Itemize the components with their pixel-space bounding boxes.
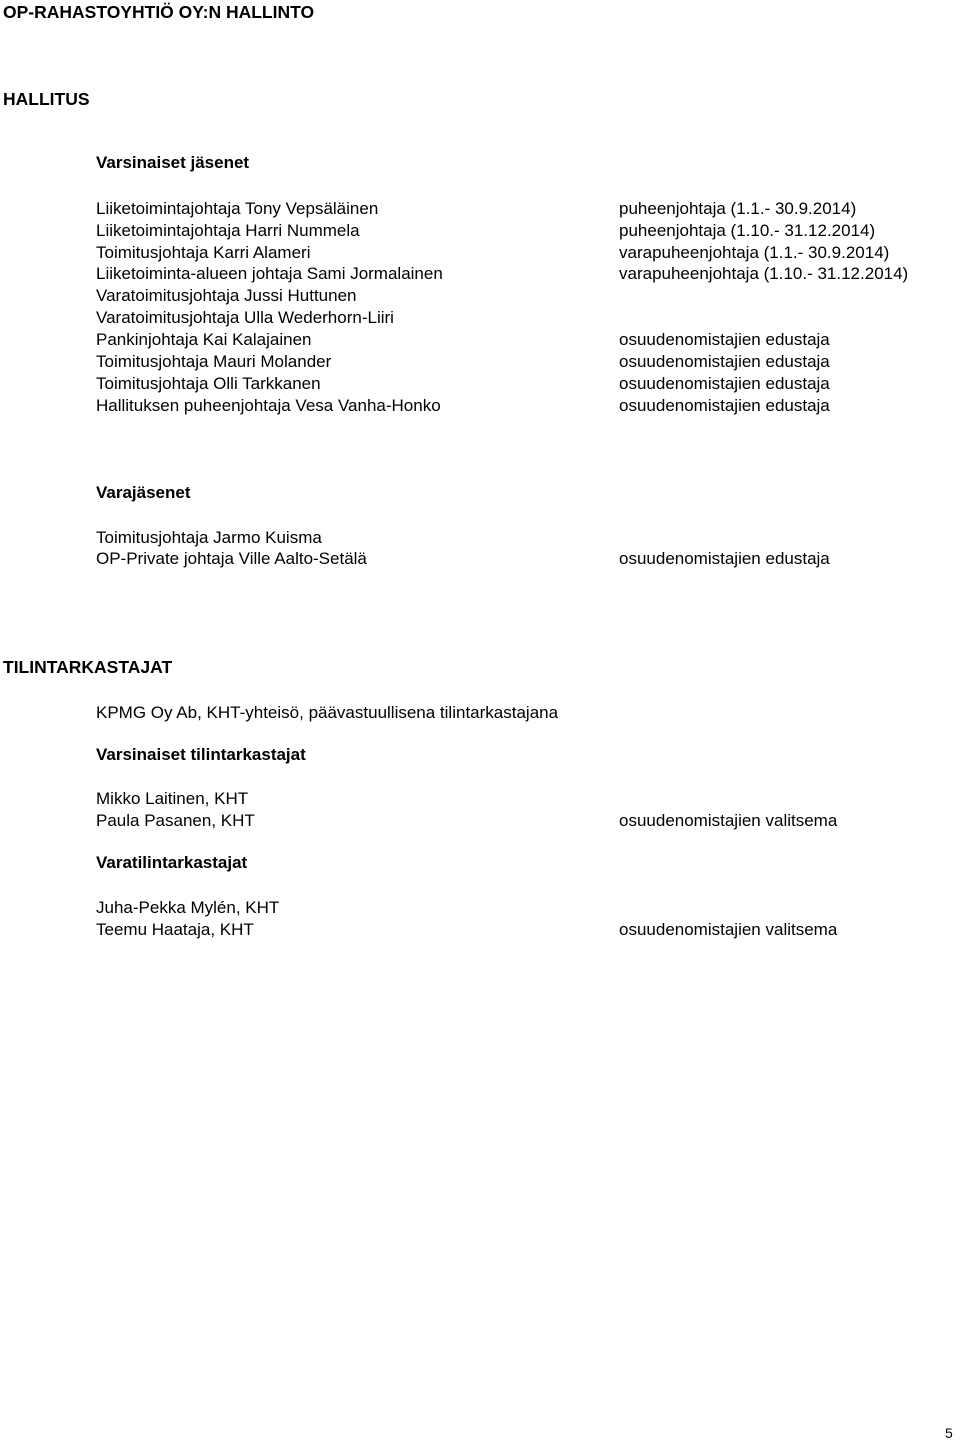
member-role: osuudenomistajien edustaja [619,374,830,393]
member-role: varapuheenjohtaja (1.1.- 30.9.2014) [619,243,890,262]
board-member-row [0,352,960,374]
member-name: Toimitusjohtaja Mauri Molander [96,352,332,371]
board-member-row [0,199,960,221]
member-name: Hallituksen puheenjohtaja Vesa Vanha-Honko [96,396,441,415]
board-member-row [0,221,960,243]
auditor-name: Paula Pasanen, KHT [96,811,255,830]
member-name: Liiketoimintajohtaja Harri Nummela [96,221,360,240]
member-role: puheenjohtaja (1.10.- 31.12.2014) [619,221,876,240]
page-number: 5 [945,1425,953,1441]
deputy-auditors-heading: Varatilintarkastajat [96,853,248,872]
member-role: varapuheenjohtaja (1.10.- 31.12.2014) [619,264,909,283]
deputy-auditor-row [0,920,960,942]
member-name: OP-Private johtaja Ville Aalto-Setälä [96,549,367,568]
member-role: osuudenomistajien edustaja [619,396,830,415]
member-name: Pankinjohtaja Kai Kalajainen [96,330,312,349]
deputy-member-row [0,528,960,550]
auditor-row [0,789,960,811]
regular-members-heading: Varsinaiset jäsenet [96,153,250,172]
auditor-role: osuudenomistajien valitsema [619,811,838,830]
auditor-row [0,811,960,833]
audit-firm-line: KPMG Oy Ab, KHT-yhteisö, päävastuullisena tilintarkastajana [96,703,559,722]
board-member-row [0,264,960,286]
member-name: Liiketoimintajohtaja Tony Vepsäläinen [96,199,379,218]
auditor-role: osuudenomistajien valitsema [619,920,838,939]
member-name: Toimitusjohtaja Karri Alameri [96,243,311,262]
member-role: osuudenomistajien edustaja [619,352,830,371]
member-role: osuudenomistajien edustaja [619,330,830,349]
member-role: puheenjohtaja (1.1.- 30.9.2014) [619,199,857,218]
auditors-section-title: TILINTARKASTAJAT [3,657,173,677]
member-role: osuudenomistajien edustaja [619,549,830,568]
board-member-row [0,374,960,396]
board-section-title: HALLITUS [3,89,90,109]
member-name: Toimitusjohtaja Olli Tarkkanen [96,374,321,393]
auditor-name: Juha-Pekka Mylén, KHT [96,898,280,917]
member-name: Varatoimitusjohtaja Jussi Huttunen [96,286,357,305]
deputy-member-row [0,549,960,571]
page-title: OP-RAHASTOYHTIÖ OY:N HALLINTO [3,2,315,22]
member-name: Toimitusjohtaja Jarmo Kuisma [96,528,322,547]
board-member-row [0,243,960,265]
regular-auditors-heading: Varsinaiset tilintarkastajat [96,745,306,764]
member-name: Liiketoiminta-alueen johtaja Sami Jormalainen [96,264,443,283]
board-member-row [0,308,960,330]
board-member-row [0,330,960,352]
board-member-row [0,396,960,418]
board-member-row [0,286,960,308]
deputy-members-heading: Varajäsenet [96,483,191,502]
member-name: Varatoimitusjohtaja Ulla Wederhorn-Liiri [96,308,394,327]
auditor-name: Mikko Laitinen, KHT [96,789,249,808]
deputy-auditor-row [0,898,960,920]
auditor-name: Teemu Haataja, KHT [96,920,254,939]
